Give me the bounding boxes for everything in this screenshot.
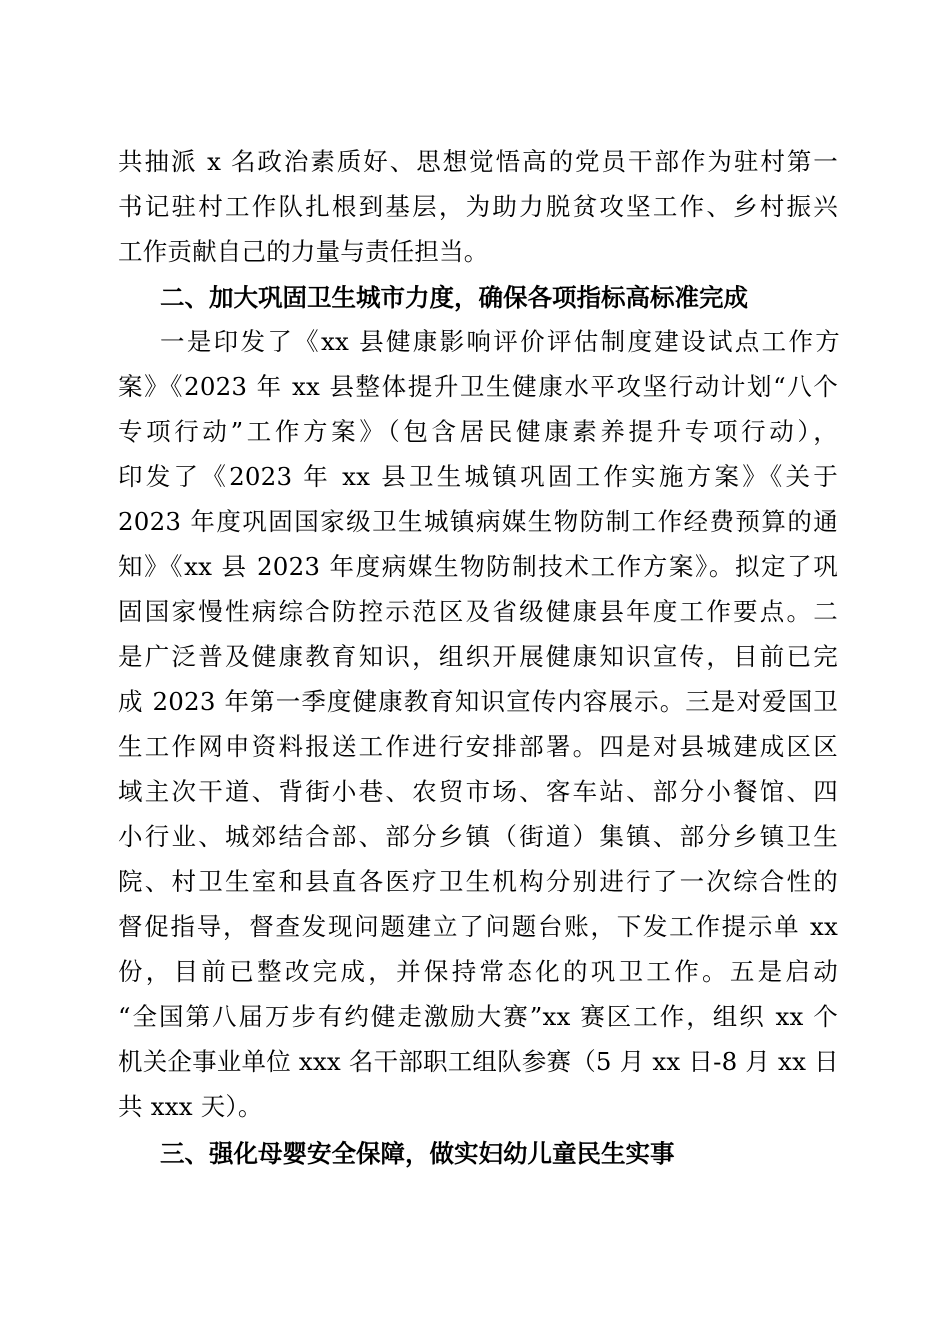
- text-line: 2023 年度巩固国家级卫生城镇病媒生物防制工作经费预算的通: [118, 507, 838, 536]
- text-line: 工作贡献自己的力量与责任担当。: [118, 237, 489, 266]
- text-line: 专项行动”工作方案》（包含居民健康素养提升专项行动），: [118, 417, 838, 446]
- text-line: 小行业、城郊结合部、部分乡镇（街道）集镇、部分乡镇卫生: [118, 822, 838, 851]
- text-line: 一是印发了《xx 县健康影响评价评估制度建设试点工作方: [160, 327, 840, 356]
- text-line: 固国家慢性病综合防控示范区及省级健康县年度工作要点。二: [118, 597, 838, 626]
- text-line: 印发了《2023 年 xx 县卫生城镇巩固工作实施方案》《关于: [118, 462, 838, 491]
- text-line: 院、村卫生室和县直各医疗卫生机构分别进行了一次综合性的: [118, 867, 838, 896]
- text-line: 案》《2023 年 xx 县整体提升卫生健康水平攻坚行动计划“八个: [118, 372, 838, 401]
- text-line: 生工作网申资料报送工作进行安排部署。四是对县城建成区区: [118, 732, 838, 761]
- text-line: 共抽派 x 名政治素质好、思想觉悟高的党员干部作为驻村第一: [118, 147, 838, 176]
- text-line: 成 2023 年第一季度健康教育知识宣传内容展示。三是对爱国卫: [118, 687, 838, 716]
- text-line: 知》《xx 县 2023 年度病媒生物防制技术工作方案》。拟定了巩: [118, 552, 838, 581]
- text-line: 是广泛普及健康教育知识，组织开展健康知识宣传，目前已完: [118, 642, 838, 671]
- text-line: 书记驻村工作队扎根到基层，为助力脱贫攻坚工作、乡村振兴: [118, 192, 838, 221]
- section-heading: 三、强化母婴安全保障，做实妇幼儿童民生实事: [160, 1139, 675, 1168]
- text-line: “全国第八届万步有约健走激励大赛”xx 赛区工作，组织 xx 个: [118, 1002, 838, 1031]
- text-line: 域主次干道、背街小巷、农贸市场、客车站、部分小餐馆、四: [118, 777, 838, 806]
- section-heading: 二、加大巩固卫生城市力度，确保各项指标高标准完成: [160, 283, 748, 312]
- text-line: 份，目前已整改完成，并保持常态化的巩卫工作。五是启动: [118, 957, 838, 986]
- text-line: 共 xxx 天）。: [118, 1092, 263, 1121]
- text-line: 机关企事业单位 xxx 名干部职工组队参赛（5 月 xx 日-8 月 xx 日: [118, 1047, 839, 1076]
- text-line: 督促指导，督查发现问题建立了问题台账，下发工作提示单 xx: [118, 912, 838, 941]
